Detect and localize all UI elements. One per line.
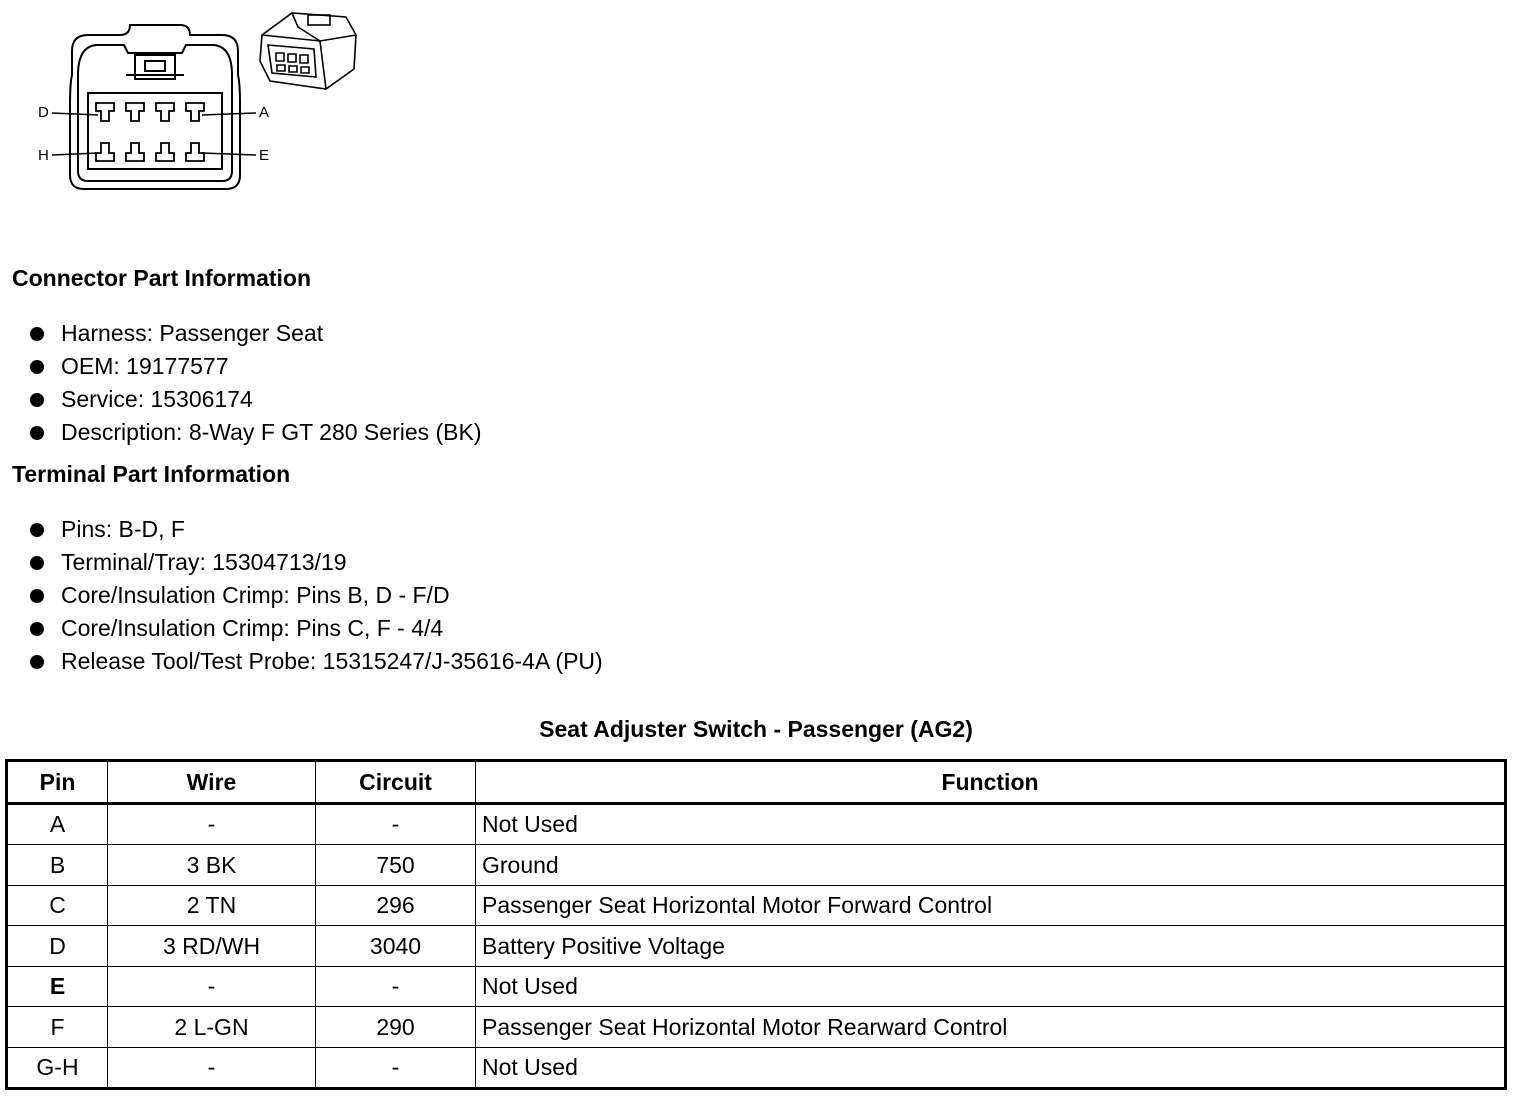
connector-info-list [28,317,482,449]
cell-pin: C [7,885,108,926]
cell-circuit: - [316,1047,476,1089]
cell-function: Not Used [476,803,1506,845]
connector-info-text: Harness: Passenger Seat [61,320,324,346]
cell-circuit: 296 [316,885,476,926]
table-row [7,966,1506,1007]
cell-circuit: - [316,966,476,1007]
cell-function: Passenger Seat Horizontal Motor Forward Control [476,885,1506,926]
connector-info-heading: Connector Part Information [12,265,312,291]
connector-iso-view [260,13,356,89]
table-header-row [7,761,1506,804]
cell-wire: - [108,966,316,1007]
cell-circuit: - [316,803,476,845]
list-item [28,546,603,579]
cell-function: Battery Positive Voltage [476,926,1506,967]
bullet-icon [30,622,44,636]
cell-wire: 2 TN [108,885,316,926]
cell-circuit: 750 [316,845,476,886]
table-row [7,1047,1506,1089]
connector-info-text: Service: 15306174 [61,386,253,412]
pin-label-H: H [38,147,49,164]
cell-pin: D [7,926,108,967]
header-pin: Pin [7,761,108,804]
list-item [28,513,603,546]
header-wire: Wire [108,761,316,804]
cell-wire: 3 BK [108,845,316,886]
connector-info-text: Description: 8-Way F GT 280 Series (BK) [61,419,482,445]
cell-circuit: 290 [316,1007,476,1048]
list-item [28,645,603,678]
table-row [7,885,1506,926]
cell-circuit: 3040 [316,926,476,967]
pin-label-E: E [259,147,270,164]
cell-pin: E [7,966,108,1007]
table-row [7,803,1506,845]
cell-function: Not Used [476,1047,1506,1089]
pin-table-title: Seat Adjuster Switch - Passenger (AG2) [539,716,973,742]
bullet-icon [30,360,44,374]
cell-pin: B [7,845,108,886]
cell-wire: 2 L-GN [108,1007,316,1048]
cell-pin: G-H [7,1047,108,1089]
header-function: Function [476,761,1506,804]
list-item [28,612,603,645]
list-item [28,416,482,449]
connector-face-view [52,25,256,189]
terminal-info-text: Pins: B-D, F [61,516,185,542]
cell-function: Ground [476,845,1506,886]
pin-label-D: D [38,104,49,121]
list-item [28,317,482,350]
list-item [28,383,482,416]
header-circuit: Circuit [316,761,476,804]
connector-diagram [30,5,370,200]
bullet-icon [30,426,44,440]
table-row [7,845,1506,886]
bullet-icon [30,655,44,669]
bullet-icon [30,327,44,341]
cell-wire: - [108,803,316,845]
bullet-icon [30,393,44,407]
list-item [28,579,603,612]
terminal-info-heading: Terminal Part Information [12,461,291,487]
connector-info-text: OEM: 19177577 [61,353,229,379]
cell-function: Not Used [476,966,1506,1007]
list-item [28,350,482,383]
pin-label-A: A [259,104,270,121]
terminal-info-list [28,513,603,678]
terminal-info-text: Core/Insulation Crimp: Pins B, D - F/D [61,582,450,608]
table-row [7,1007,1506,1048]
cell-function: Passenger Seat Horizontal Motor Rearward Control [476,1007,1506,1048]
cell-pin: F [7,1007,108,1048]
terminal-info-text: Core/Insulation Crimp: Pins C, F - 4/4 [61,615,444,641]
cell-wire: - [108,1047,316,1089]
cell-pin: A [7,803,108,845]
bullet-icon [30,523,44,537]
terminal-info-text: Release Tool/Test Probe: 15315247/J-35616-4A (PU) [61,648,603,674]
terminal-info-text: Terminal/Tray: 15304713/19 [61,549,347,575]
bullet-icon [30,589,44,603]
pin-table [5,759,1507,1090]
cell-wire: 3 RD/WH [108,926,316,967]
table-row [7,926,1506,967]
bullet-icon [30,556,44,570]
